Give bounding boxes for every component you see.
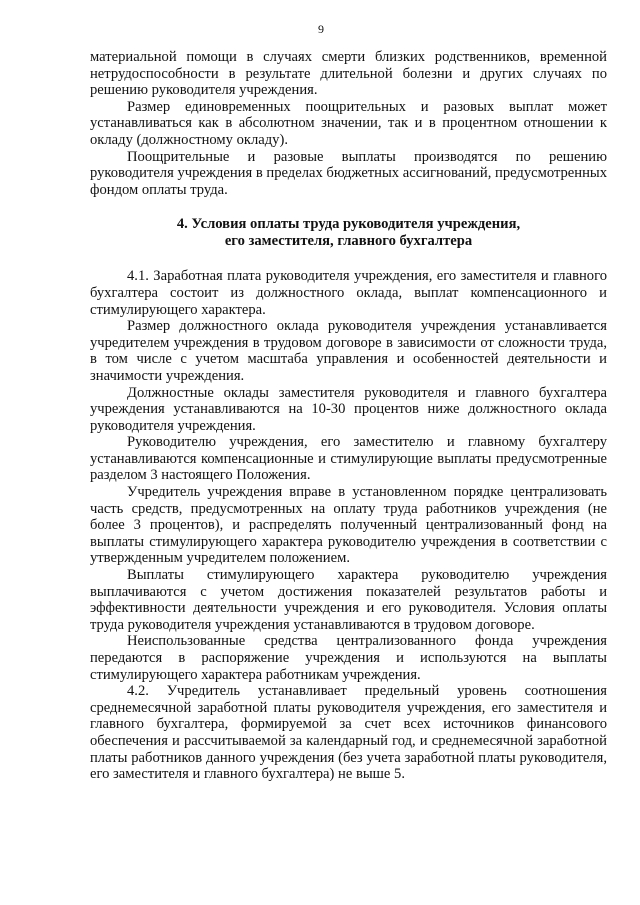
paragraph: Руководителю учреждения, его заместителю и главному бухгалтеру устанавливаются компенсационные и стимулирующие выплаты предусмотренные разделом 3 настоящего Положения. bbox=[90, 434, 607, 484]
paragraph: материальной помощи в случаях смерти близких родственников, временной нетрудоспособности в результате длительной болезни и других случаях по решению руководителя учреждения. bbox=[90, 49, 607, 99]
paragraph: Неиспользованные средства централизованного фонда учреждения передаются в распоряжение учреждения и используются на выплаты стимулирующего характера работникам учреждения. bbox=[90, 633, 607, 683]
section-heading-line2: его заместителя, главного бухгалтера bbox=[224, 233, 473, 250]
section-heading-line1: 4. Условия оплаты труда руководителя учреждения, bbox=[176, 216, 521, 233]
paragraph: Поощрительные и разовые выплаты производятся по решению руководителя учреждения в пределах бюджетных ассигнований, предусмотренных фондом оплаты труда. bbox=[90, 148, 607, 198]
section-heading bbox=[90, 216, 607, 250]
paragraph: Должностные оклады заместителя руководителя и главного бухгалтера учреждения устанавливаются на 10-30 процентов ниже должностного оклада руководителя учреждения. bbox=[90, 384, 607, 434]
page-content bbox=[90, 49, 607, 783]
paragraph: 4.1. Заработная плата руководителя учреждения, его заместителя и главного бухгалтера состоит из должностного оклада, выплат компенсационного и стимулирующего характера. bbox=[90, 268, 607, 318]
paragraphs-after bbox=[90, 268, 607, 782]
paragraph: Выплаты стимулирующего характера руководителю учреждения выплачиваются с учетом достижения показателей результатов работы и эффективности деятельности учреждения и его руководителя. Условия оплаты труда руководителя учреждения устанавливаются в трудовом договоре. bbox=[90, 567, 607, 633]
paragraph: Размер единовременных поощрительных и разовых выплат может устанавливаться как в абсолютном значении, так и в процентном отношении к окладу (должностному окладу). bbox=[90, 98, 607, 148]
paragraph: Размер должностного оклада руководителя учреждения устанавливается учредителем учреждения в трудовом договоре в зависимости от сложности труда, в том числе с учетом масштаба управления и особенностей деятельности и значимости учреждения. bbox=[90, 318, 607, 384]
paragraphs-before bbox=[90, 49, 607, 198]
paragraph: 4.2. Учредитель устанавливает предельный уровень соотношения среднемесячной заработной платы руководителя учреждения, его заместителя и главного бухгалтера, формируемой за счет всех источников финансового обеспечения и рассчитываемой за календарный год, и среднемесячной заработной платы работников данного учреждения (без учета заработной платы руководителя, его заместителя и главного бухгалтера) не выше 5. bbox=[90, 683, 607, 783]
paragraph: Учредитель учреждения вправе в установленном порядке централизовать часть средств, предусмотренных на оплату труда работников учреждения (не более 3 процентов), и распределять полученный централизованный фонд на выплаты стимулирующего характера руководителю учреждения в соответствии с утвержденным учредителем положением. bbox=[90, 484, 607, 567]
page-number: 9 bbox=[318, 22, 324, 36]
